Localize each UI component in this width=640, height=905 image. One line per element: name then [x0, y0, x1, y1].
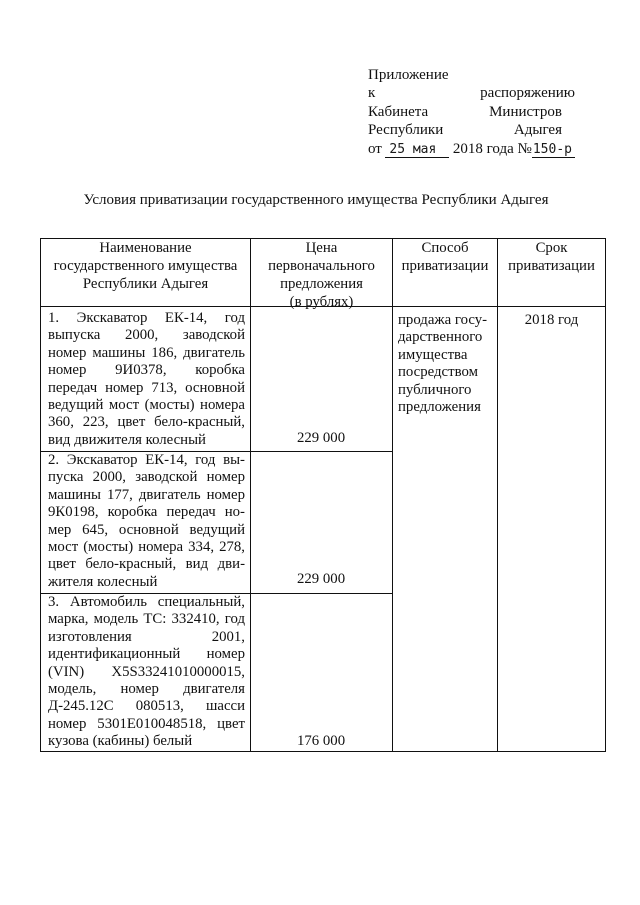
appendix-line-order: к распоряжению — [368, 85, 575, 102]
header-line: предложения — [280, 276, 363, 292]
name-line: марка, модель ТС: 332410, год — [48, 611, 245, 628]
name-line: мост (мосты) номера 334, 278, — [48, 539, 245, 556]
header-line: приватизации — [508, 258, 595, 274]
name-line: (VIN) X5S33241010000015, — [48, 663, 245, 680]
row-2-property-name — [40, 452, 251, 594]
name-line: выпуска 2000, заводской — [48, 327, 245, 344]
name-line: 360, 223, цвет бело-красный, — [48, 414, 245, 431]
row-3-price-cell — [251, 594, 393, 752]
name-line: 1. Экскаватор ЕК-14, год — [48, 310, 245, 326]
handwritten-date: 25 мая — [385, 143, 449, 158]
name-line: кузова (кабины) белый — [48, 733, 193, 750]
method-line: предложения — [398, 399, 481, 416]
name-line: 2. Экскаватор ЕК-14, год вы- — [48, 452, 245, 468]
year-label: 2018 года № — [452, 140, 532, 157]
header-line: приватизации — [401, 258, 489, 274]
name-line: 3. Автомобиль специальный, — [48, 594, 245, 610]
price-value: 229 000 — [297, 570, 346, 587]
name-line: вид движителя колесный — [48, 431, 206, 448]
header-line: государственного имущества — [53, 258, 238, 274]
term-value: 2018 год — [524, 312, 579, 328]
name-line: изготовления 2001, — [48, 628, 245, 645]
row-3-property-name — [40, 594, 251, 752]
name-line: машины 177, двигатель номер — [48, 486, 245, 503]
header-initial-price — [251, 239, 393, 310]
header-line: Республики Адыгея — [82, 276, 209, 292]
row-1-property-name — [40, 307, 251, 452]
name-line: номер 5301Е010048518, цвет — [48, 715, 245, 732]
header-line: Срок — [535, 240, 568, 256]
name-line: ведущий мост (мосты) номера — [48, 397, 245, 414]
date-prefix: от — [368, 140, 382, 157]
header-privatization-term — [498, 239, 606, 307]
header-line: Наименование — [99, 240, 192, 256]
appendix-block — [368, 66, 575, 158]
header-line: (в рублях) — [289, 294, 354, 310]
method-line: имущества — [398, 346, 468, 363]
name-line: номер 9И0378, коробка — [48, 362, 245, 379]
name-line: модель, номер двигателя — [48, 681, 245, 698]
name-line: цвет бело-красный, вид дви- — [48, 556, 245, 573]
price-value: 176 000 — [297, 732, 346, 749]
row-1-price-cell — [251, 307, 393, 452]
appendix-line-republic: Республики Адыгея — [368, 122, 562, 139]
name-line: передач номер 713, основной — [48, 379, 245, 396]
name-line: жителя колесный — [48, 573, 158, 590]
year-number-group — [453, 140, 575, 158]
method-line: посредством — [398, 364, 478, 381]
header-line: первоначального — [268, 258, 375, 274]
appendix-line-date-number — [368, 140, 575, 158]
name-line: 9К0198, коробка передач но- — [48, 504, 245, 521]
method-line: публичного — [398, 381, 472, 398]
name-line: номер машины 186, двигатель — [48, 344, 245, 361]
header-line: Способ — [421, 240, 469, 256]
name-line: мер 645, основной ведущий — [48, 521, 245, 538]
method-line: дарственного — [398, 329, 483, 346]
appendix-title: Приложение — [368, 67, 449, 83]
header-privatization-method — [393, 239, 498, 307]
document-title: Условия приватизации государственного имущества Республики Адыгея — [83, 192, 549, 208]
method-line: продажа госу- — [398, 312, 488, 328]
appendix-line-cabinet: Кабинета Министров — [368, 103, 562, 120]
privatization-term-cell — [498, 307, 606, 752]
row-2-price-cell — [251, 452, 393, 594]
privatization-table — [40, 238, 606, 751]
name-line: Д-245.12С 080513, шасси — [48, 698, 245, 715]
name-line: идентификационный номер — [48, 646, 245, 663]
header-line: Цена — [305, 240, 338, 256]
header-property-name — [40, 239, 251, 307]
price-value: 229 000 — [297, 429, 346, 446]
name-line: пуска 2000, заводской номер — [48, 469, 245, 486]
handwritten-order-number: 150-р — [532, 143, 575, 158]
privatization-method-cell — [393, 307, 498, 752]
